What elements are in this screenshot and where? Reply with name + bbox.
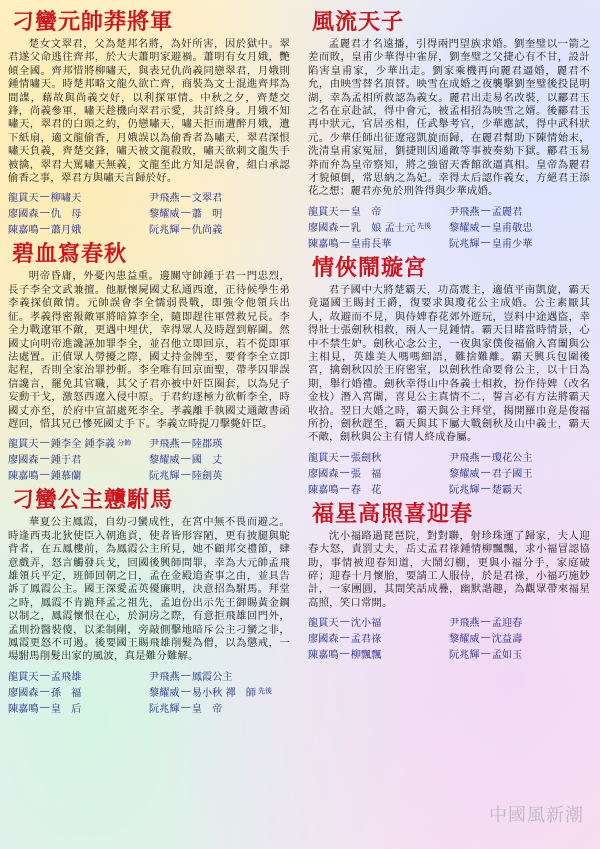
cast-row: 廖國森 — 孟君祿 黎耀威 — 沈益壽: [308, 632, 523, 646]
actor-name: 龍貫天: [8, 193, 39, 205]
role-name: 孫 福: [50, 687, 82, 699]
role-name: 仇 母: [50, 209, 82, 221]
cast-row: 龍貫天 — 沈小福 尹飛燕 — 孟迎春: [308, 616, 523, 630]
cast-row: 龍貫天 — 鍾李全 鍾李義 分飾 尹飛燕 — 陸郡瑛: [8, 437, 223, 451]
cast-list: [8, 189, 290, 236]
cast-list: [308, 614, 590, 661]
section-title: 風流天子: [312, 9, 405, 35]
synopsis-text: 沈小福路過琵琶院，對對聯，射珍珠運了歸家，夫人迎春大怒，責罰丈夫，岳丈孟君祿鍾情柳飄飄，求小福冒認協助，事情被迎春知道，大鬧幻棚，更與小福分手，家庭破碎；迎春十月懷胎，要請工人服侍，於是君祿，小福巧施妙計，一家團圓，其間笑話成疊，幽默諧趣，為觀眾帶來福星高照，笑口常開。: [308, 529, 590, 609]
actor-name: 尹飛燕: [449, 206, 480, 218]
synopsis-section: [8, 240, 290, 482]
synopsis-section: [8, 486, 290, 714]
role-name: 國 丈: [191, 455, 223, 467]
synopsis-text: 楚女文翠君，父為楚邦名將，為奸所害，因於獄中。翠君遂父命逃往齊邦，於大夫蕭明家避禍。蕭明有女月娥，艷傾全國。齊邦惜將柳嘯天，與表兄仇尚義同戀翠君，月娥則鍾情嘯天。時楚邦略文龍久欲亡齊，商裝為文士混進齊邦為間諜，藉故與尚義交好，以利探軍情。中秋之夕，齊楚交鋒，尚義參軍，嘯天趁機向翠君示愛，共訂終身。月娥不知嘯天，翠君的白頭之約，仍戀嘯天，嘯天拒而遭醉月娥，遺下紙扇，適文龍偷香，月娥誤以為偷香者為嘯天，翠君深恨嘯天負義，齊楚交鋒，嘯天被文龍殺敗，嘯天欲刺文龍失手被擒，翠君大罵嘯天無義，文龍至此方知是誤會，組白承認偷香之事，翠君方與嘯天言歸於好。: [8, 38, 290, 185]
actor-name: 廖國森: [308, 468, 339, 480]
actor-name: 阮兆輝: [149, 703, 180, 715]
role-name: 孟麗君: [491, 206, 523, 218]
actor-name: 尹飛燕: [149, 439, 180, 451]
actor-name: 陳嘉鳴: [308, 238, 339, 250]
cast-list: [8, 435, 290, 482]
role-name: 陸郡瑛: [191, 439, 223, 451]
synopsis-text: 孟麗君才名遠播，引得兩門望族求婚。劉奎璧以一箭之差而敗，皇甫少華得中雀屏，劉奎璧之父捷心有不甘，設計陷害皇甫家，少華出走。劉家乘機再向麗君逼婚，麗君不允，由映雪替名頂替。映雪在成婚之夜襲擊劉奎璧後投昆明湖，幸為孟相所救認為義女。麗君出走易名改裝，以酈君玉之名在京赴試，得中會元，被孟相招為映雪之婿。後酈君玉再中狀元，官居丞相，任武舉考官，少華應試，得中武科狀元。少華任師出征遼寇凱旋而歸，在麗君幫助下陳情始末，洗清皇甫家冤屈，劉捷則因通敵等事被奏劾下獄。酈君玉易莽而弁為皇帝察知，將之強留天香館欲逼真相。皇帝為麗君才貌傾倒，常思納之為妃。幸得太后認作義女，方絕君王添花之想；麗君亦免於刑咎得與少華成婚。: [308, 38, 590, 198]
section-title: 福星高照喜迎春: [312, 500, 474, 527]
section-title: 情俠鬧璇宮: [312, 254, 428, 281]
cast-list: [8, 668, 290, 715]
actor-name: 阮兆輝: [149, 471, 180, 483]
actor-name: 黎耀威: [149, 455, 180, 467]
cast-row: 廖國森 — 仇 母 黎耀威 — 蕭 明: [8, 207, 223, 221]
role-name: 乳 娘 孟士元: [350, 222, 416, 234]
role-name: 皇甫少華: [491, 238, 533, 250]
actor-name: 廖國森: [308, 222, 339, 234]
cast-row: 廖國森 — 孫 福 黎耀威 — 易小秋 禪 師 先後: [8, 685, 273, 699]
role-name: 柳嘯天: [50, 193, 82, 205]
cast-row: 陳嘉鳴 — 蕭月娥 阮兆輝 — 仇尚義: [8, 223, 223, 237]
cast-row: 陳嘉鳴 — 春 花 阮兆輝 — 楚霸天: [308, 482, 523, 496]
cast-row: 龍貫天 — 柳嘯天 尹飛燕 — 文翠君: [8, 191, 223, 205]
role-name: 楚霸天: [491, 484, 523, 496]
synopsis-section: [308, 500, 590, 661]
synopsis-text: 君子國中大將楚霸天，功高震主，適值平南凱旋，霸天竟逼國王賜封王爵，復要求與瓊花公主成婚。公主素厭其人，故避而不見，與侍婢春花郊外遊玩，豈料中途遇盜，幸得壯士張劍秋相救，兩人一見鍾情。霸天目睹當時情景，心中不禁生妒。劍秋心念公主，一夜與家僕俊福偷入宮闈與公主相見，英雄美人嗎嗎細語，難捨難離。霸天興兵包圍後宮，擒劍秋囚於王府密室，以劍秋性命要脅公主，以十日為期，舉行婚禮。劍秋幸得山中各義士相救，扮作侍婢（改名金枝）潛入宮闈，喜見公主真情不二，誓言必有方法將霸天收拾。翌日大婚之時，霸天與公主拜堂，揭開羅巾竟是俊福所扮，劍秋趕至，霸天與其下屬大戰劍秋及山中義士，霸天不敵，劍秋與公主有情人終成眷屬。: [308, 283, 590, 444]
role-name: 皇 帝: [191, 703, 223, 715]
actor-name: 陳嘉鳴: [308, 650, 339, 662]
actor-name: 龍貫天: [8, 671, 39, 683]
role-name: 張劍秋: [350, 452, 382, 464]
synopsis-text: 華夏公主鳳霞，自幼刁蠻成性，在宮中無不畏而避之。時逢西夷北狄使臣入朝進貢，使者皆形容陋，更有披腿與駝背者，在五鳳樓前，為鳳霞公主所見，她不顧邦交禮節，肆意戲弄，怒言觸發兵戈，回國後興師問罪，幸為大元帥孟飛雄領兵平定，班師回朝之日，孟在金殿追查事之由，並具告訴了鳳霞公主。國王深愛孟英優廉明，決意招為駙馬。拜堂之時，鳳霞不肯跪拜孟之祖先，孟迫份出示先王御賜黃金鋼以制之，鳳霞懷恨在心，於洞房之際，有意拒飛雄回門外，孟則扮醫裝傻，以柔制剛，旁敲側擊地暗斥公主刁蠻之非，鳳霞更怒不可遏。後要國王賜飛雄削髮為僧，以為懲戒，一場駙馬削髮出家的風波，真是難分難解。: [8, 516, 290, 663]
role-name: 鍾慕蘭: [50, 471, 82, 483]
role-note: 先後: [417, 222, 432, 231]
role-name: 沈小福: [350, 618, 382, 630]
role-name: 君子國王: [491, 468, 533, 480]
actor-name: 廖國森: [8, 209, 39, 221]
cast-row: 龍貫天 — 孟飛雄 尹飛燕 — 鳳霞公主: [8, 669, 233, 683]
actor-name: 陳嘉鳴: [308, 484, 339, 496]
actor-name: 黎耀威: [149, 687, 180, 699]
role-name: 瓊花公主: [491, 452, 533, 464]
actor-name: 龍貫天: [308, 618, 339, 630]
role-name: 春 花: [350, 484, 382, 496]
role-name: 鳳霞公主: [191, 671, 233, 683]
role-name: 陸劍英: [191, 471, 223, 483]
actor-name: 廖國森: [8, 687, 39, 699]
actor-name: 尹飛燕: [449, 452, 480, 464]
cast-row: 陳嘉鳴 — 柳飄飄 阮兆輝 — 孟如玉: [308, 648, 523, 662]
actor-name: 阮兆輝: [149, 225, 180, 237]
actor-name: 龍貫天: [8, 439, 39, 451]
right-column: [308, 8, 590, 665]
actor-name: 龍貫天: [308, 452, 339, 464]
role-name: 蕭月娥: [50, 225, 82, 237]
cast-list: [308, 203, 590, 250]
actor-name: 廖國森: [8, 455, 39, 467]
role-name: 蕭 明: [191, 209, 223, 221]
role-name: 張 福: [350, 468, 382, 480]
role-name: 文翠君: [191, 193, 223, 205]
role-name: 孟飛雄: [50, 671, 82, 683]
cast-row: 陳嘉鳴 — 皇 后 阮兆輝 — 皇 帝: [8, 701, 223, 715]
actor-name: 尹飛燕: [149, 671, 180, 683]
cast-row: 龍貫天 — 皇 帝 尹飛燕 — 孟麗君: [308, 204, 523, 218]
actor-name: 黎耀威: [449, 634, 480, 646]
section-title: 碧血寫春秋: [12, 241, 128, 268]
actor-name: 陳嘉鳴: [8, 225, 39, 237]
cast-row: 廖國森 — 鍾于君 黎耀威 — 國 丈: [8, 453, 223, 467]
synopsis-section: [8, 8, 290, 236]
role-name: 易小秋 禪 師: [191, 687, 257, 699]
cast-row: 陳嘉鳴 — 皇甫長華 阮兆輝 — 皇甫少華: [308, 236, 533, 250]
actor-name: 黎耀威: [449, 468, 480, 480]
actor-name: 陳嘉鳴: [8, 703, 39, 715]
role-name: 皇 后: [50, 703, 82, 715]
synopsis-text: 明帝昏庸，外憂內患益重。邊關守帥鍾于君一門忠烈，長子李全文武兼擅。他厭懷屍國丈私通西遼，正待候學生弟李義探偵敵情。元帥誤會李全懦弱畏戰，即強令他領兵出征。孝義得密報敵軍將暗算李全，隨即趕往軍營救兄長。李全力戰遼軍不敵，更遇中埋伏，幸得眾人及時趕到解圍。然國丈向明帝進讒誣加罪李全，並召他立即回京，若不從即軍法處置。正值眾人勞擾之際，國丈持金牌至，要脅李全立即起程，否則全家治罪抄斬。李全唯有回京面聖，帶孝囚罪誤信讒言，罷免其官職，其父子君亦被中奸臣圈套，以為兒子妄動干戈，激怒西遼入侵中原。于君約逐極力欲斬李全，時國丈亦至，於府中宣詔處死李全。孝義離手執國丈通敵書函趕回，惜其兄已慘死國丈手下。李義立時提刀擊斃奸臣。: [8, 270, 290, 430]
section-title: 刁蠻公主戇駙馬: [12, 487, 174, 514]
role-name: 仇尚義: [191, 225, 223, 237]
cast-row: 廖國森 — 張 福 黎耀威 — 君子國王: [308, 466, 533, 480]
role-note: 先後: [258, 687, 273, 696]
cast-list: [308, 449, 590, 496]
role-name: 鍾李全 鍾李義: [50, 439, 116, 451]
role-name: 皇 帝: [350, 206, 382, 218]
section-title: 刁蠻元帥莽將軍: [12, 9, 174, 35]
actor-name: 尹飛燕: [449, 618, 480, 630]
synopsis-section: [308, 8, 590, 250]
left-column: [8, 8, 290, 719]
actor-name: 阮兆輝: [449, 484, 480, 496]
actor-name: 黎耀威: [149, 209, 180, 221]
actor-name: 黎耀威: [449, 222, 480, 234]
actor-name: 廖國森: [308, 634, 339, 646]
cast-row: 廖國森 — 乳 娘 孟士元 先後 黎耀威 — 皇甫敬忠: [308, 220, 533, 234]
cast-row: 陳嘉鳴 — 鍾慕蘭 阮兆輝 — 陸劍英: [8, 469, 223, 483]
role-name: 孟君祿: [350, 634, 382, 646]
role-name: 孟如玉: [491, 650, 523, 662]
role-name: 柳飄飄: [350, 650, 382, 662]
actor-name: 陳嘉鳴: [8, 471, 39, 483]
role-name: 沈益壽: [491, 634, 523, 646]
watermark: 中國風新潮: [489, 805, 584, 826]
role-name: 孟迎春: [491, 618, 523, 630]
role-name: 皇甫敬忠: [491, 222, 533, 234]
role-name: 鍾于君: [50, 455, 82, 467]
role-note: 分飾: [117, 438, 132, 447]
role-name: 皇甫長華: [350, 238, 392, 250]
actor-name: 尹飛燕: [149, 193, 180, 205]
actor-name: 阮兆輝: [449, 238, 480, 250]
cast-row: 龍貫天 — 張劍秋 尹飛燕 — 瓊花公主: [308, 450, 533, 464]
actor-name: 阮兆輝: [449, 650, 480, 662]
synopsis-section: [308, 254, 590, 496]
actor-name: 龍貫天: [308, 206, 339, 218]
